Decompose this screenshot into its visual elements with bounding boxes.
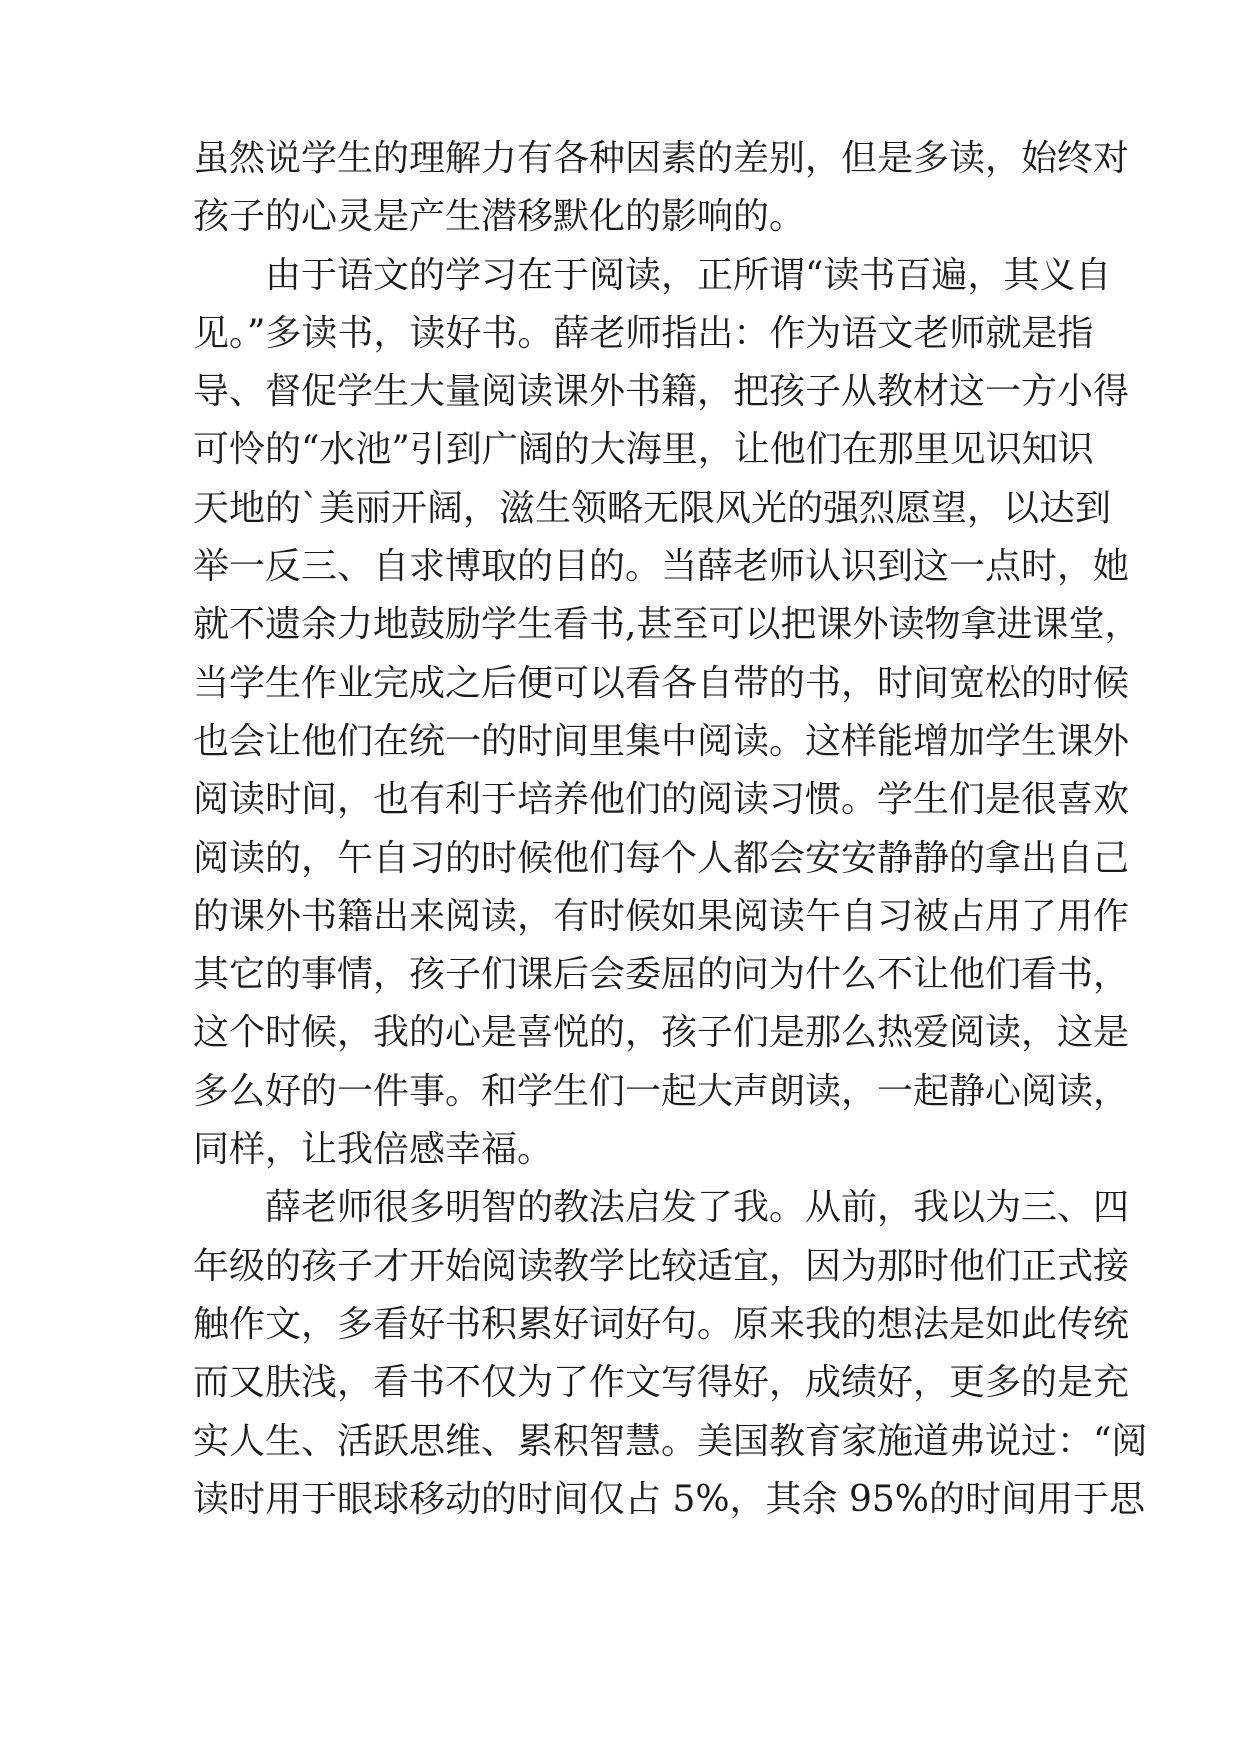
text-line: 多么好的一件事。和学生们一起大声朗读，一起静心阅读， xyxy=(193,1070,1130,1112)
text-line: 天地的`美丽开阔，滋生领略无限风光的强烈愿望，以达到 xyxy=(193,487,1112,529)
text-line: 同样，让我倍感幸福。 xyxy=(193,1129,554,1171)
text-line: 虽然说学生的理解力有各种因素的差别，但是多读，始终对 xyxy=(193,138,1130,179)
text-line: 年级的孩子才开始阅读教学比较适宜，因为那时他们正式接 xyxy=(193,1245,1130,1287)
paragraph-first-line: 薛老师很多明智的教法启发了我。从前，我以为三、四 xyxy=(265,1187,1130,1229)
text-line: 这个时候，我的心是喜悦的，孩子们是那么热爱阅读，这是 xyxy=(193,1012,1130,1054)
text-line: 见。”多读书，读好书。薛老师指出：作为语文老师就是指 xyxy=(193,312,1094,354)
text-line: 触作文，多看好书积累好词好句。原来我的想法是如此传统 xyxy=(193,1303,1130,1345)
text-line: 读时用于眼球移动的时间仅占 5%，其余 95%的时间用于思 xyxy=(193,1478,1146,1520)
text-line: 其它的事情，孩子们课后会委屈的问为什么不让他们看书， xyxy=(193,954,1130,996)
text-line: 而又肤浅，看书不仅为了作文写得好，成绩好，更多的是充 xyxy=(193,1362,1130,1404)
text-line: 举一反三、自求博取的目的。当薛老师认识到这一点时，她 xyxy=(193,546,1130,588)
body-text xyxy=(193,130,1148,1529)
text-line: 导、督促学生大量阅读课外书籍，把孩子从教材这一方小得 xyxy=(193,371,1130,413)
text-line: 也会让他们在统一的时间里集中阅读。这样能增加学生课外 xyxy=(193,720,1130,762)
text-line: 孩子的心灵是产生潜移默化的影响的。 xyxy=(193,196,806,238)
text-line: 当学生作业完成之后便可以看各自带的书，时间宽松的时候 xyxy=(193,662,1130,704)
text-line: 可怜的“水池”引到广阔的大海里，让他们在那里见识知识 xyxy=(193,429,1094,471)
paragraph-first-line: 由于语文的学习在于阅读，正所谓“读书百遍，其义自 xyxy=(265,254,1112,296)
text-line: 就不遗余力地鼓励学生看书,甚至可以把课外读物拿进课堂， xyxy=(193,604,1141,646)
text-line: 阅读的，午自习的时候他们每个人都会安安静静的拿出自己 xyxy=(193,837,1130,879)
text-line: 阅读时间，也有利于培养他们的阅读习惯。学生们是很喜欢 xyxy=(193,779,1130,821)
text-line: 的课外书籍出来阅读，有时候如果阅读午自习被占用了用作 xyxy=(193,895,1130,937)
text-line: 实人生、活跃思维、累积智慧。美国教育家施道弗说过：“阅 xyxy=(193,1420,1148,1462)
